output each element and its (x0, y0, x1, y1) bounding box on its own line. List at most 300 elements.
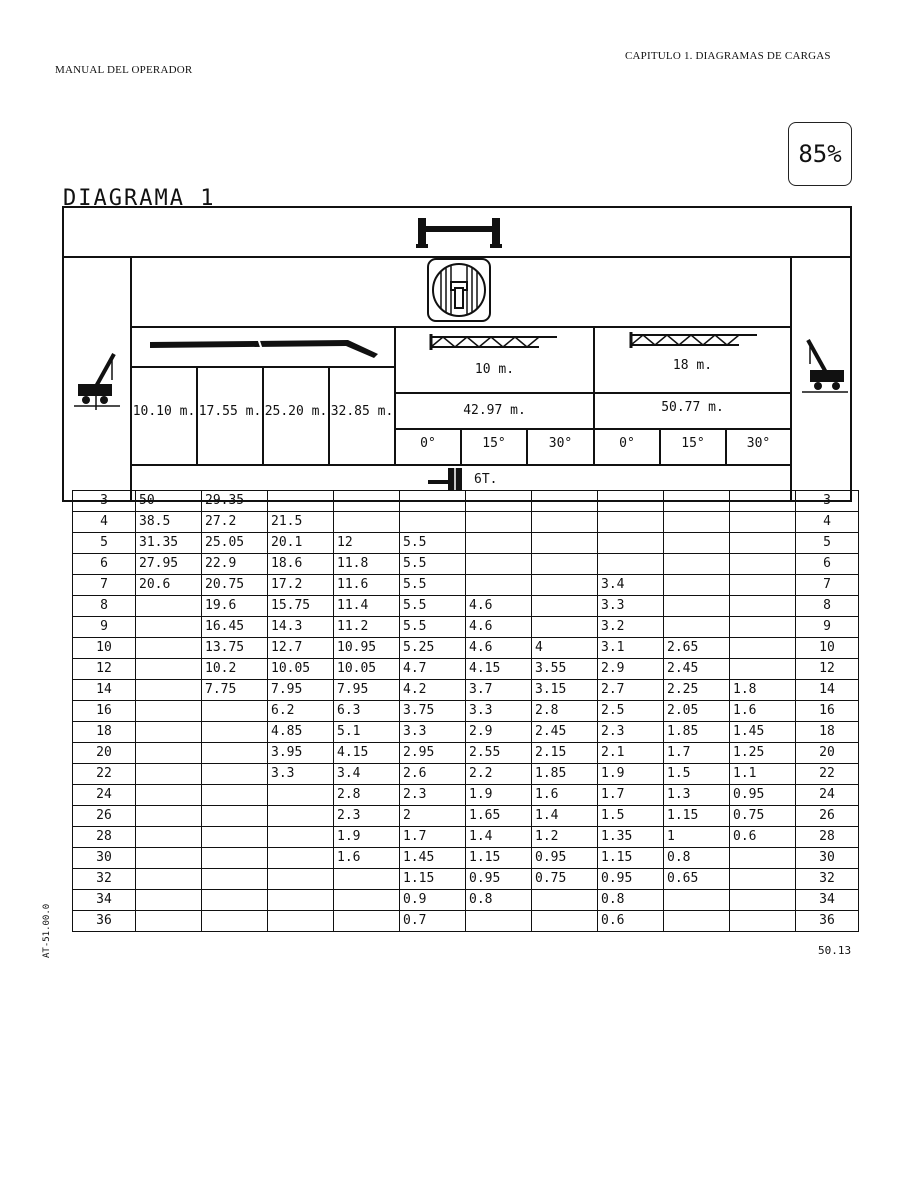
load-cell (136, 701, 202, 722)
load-cell (400, 512, 466, 533)
load-cell: 0.8 (664, 848, 730, 869)
outrigger-icon (416, 216, 502, 248)
load-cell (202, 827, 268, 848)
load-cell: 1.5 (598, 806, 664, 827)
load-cell: 2.1 (598, 743, 664, 764)
angle-jib2-15: 15° (681, 436, 705, 451)
load-cell: 7.95 (268, 680, 334, 701)
load-cell (202, 785, 268, 806)
boom-length-3: 25.20 m. (264, 404, 328, 419)
load-cell (268, 848, 334, 869)
load-cell (664, 911, 730, 932)
radius-right: 18 (796, 722, 859, 743)
load-cell (730, 659, 796, 680)
load-cell: 1.7 (400, 827, 466, 848)
load-cell: 7.75 (202, 680, 268, 701)
load-cell (664, 890, 730, 911)
load-cell: 10.05 (334, 659, 400, 680)
jib-18m-icon (629, 332, 759, 348)
load-cell: 29.35 (202, 491, 268, 512)
radius-left: 30 (73, 848, 136, 869)
radius-left: 16 (73, 701, 136, 722)
load-cell (202, 806, 268, 827)
load-cell: 3.4 (334, 764, 400, 785)
load-cell: 11.2 (334, 617, 400, 638)
load-cell: 1.6 (334, 848, 400, 869)
angle-jib1-15: 15° (482, 436, 506, 451)
load-cell: 0.7 (400, 911, 466, 932)
table-row (73, 911, 859, 932)
radius-right: 26 (796, 806, 859, 827)
load-cell: 1.85 (664, 722, 730, 743)
angle-jib2-30: 30° (746, 436, 771, 451)
load-cell (730, 617, 796, 638)
load-cell: 1.3 (664, 785, 730, 806)
load-cell (664, 617, 730, 638)
jib-18m-total: 50.77 m. (661, 400, 724, 415)
load-cell: 20.1 (268, 533, 334, 554)
radius-right: 16 (796, 701, 859, 722)
load-cell (664, 575, 730, 596)
load-cell (136, 596, 202, 617)
load-cell: 1.7 (598, 785, 664, 806)
load-cell: 18.6 (268, 554, 334, 575)
load-cell: 3.3 (268, 764, 334, 785)
radius-left: 36 (73, 911, 136, 932)
load-cell: 4.85 (268, 722, 334, 743)
table-row (73, 659, 859, 680)
radius-right: 3 (796, 491, 859, 512)
table-row (73, 890, 859, 911)
jib-10m-label: 10 m. (474, 362, 515, 377)
load-cell: 4.6 (466, 617, 532, 638)
load-cell (136, 680, 202, 701)
load-cell: 5.25 (400, 638, 466, 659)
load-cell: 10.05 (268, 659, 334, 680)
load-cell: 2.8 (532, 701, 598, 722)
radius-right: 30 (796, 848, 859, 869)
radius-left: 28 (73, 827, 136, 848)
table-row (73, 764, 859, 785)
load-cell: 1.8 (730, 680, 796, 701)
boom-length-4: 32.85 m. (330, 404, 394, 419)
radius-right: 10 (796, 638, 859, 659)
load-cell (664, 554, 730, 575)
load-cell: 1.65 (466, 806, 532, 827)
load-cell: 2.3 (400, 785, 466, 806)
load-cell (532, 890, 598, 911)
radius-right: 9 (796, 617, 859, 638)
load-cell (730, 512, 796, 533)
load-cell (136, 617, 202, 638)
table-row (73, 491, 859, 512)
chart-header (62, 206, 852, 502)
load-cell: 3.75 (400, 701, 466, 722)
load-cell: 2.65 (664, 638, 730, 659)
load-cell (532, 554, 598, 575)
load-cell (268, 827, 334, 848)
load-cell: 2.55 (466, 743, 532, 764)
load-cell: 1.45 (400, 848, 466, 869)
load-cell: 20.6 (136, 575, 202, 596)
load-cell (136, 764, 202, 785)
load-cell (532, 491, 598, 512)
table-row (73, 848, 859, 869)
load-cell: 2.9 (598, 659, 664, 680)
load-cell: 21.5 (268, 512, 334, 533)
radius-right: 32 (796, 869, 859, 890)
load-cell: 1.15 (400, 869, 466, 890)
load-cell (466, 491, 532, 512)
load-cell (268, 491, 334, 512)
load-cell (664, 512, 730, 533)
radius-left: 14 (73, 680, 136, 701)
jib-18m-label: 18 m. (672, 358, 713, 373)
radius-right: 7 (796, 575, 859, 596)
load-cell: 16.45 (202, 617, 268, 638)
load-cell (136, 743, 202, 764)
radius-right: 5 (796, 533, 859, 554)
load-cell (532, 512, 598, 533)
load-cell: 5.1 (334, 722, 400, 743)
load-cell: 0.95 (532, 848, 598, 869)
radius-left: 22 (73, 764, 136, 785)
counterweight-icon (426, 466, 466, 492)
load-cell: 5.5 (400, 554, 466, 575)
load-cell: 2.45 (532, 722, 598, 743)
page-number: 50.13 (818, 944, 852, 957)
angle-jib2-0: 0° (619, 436, 635, 451)
load-cell: 1.35 (598, 827, 664, 848)
load-cell (730, 911, 796, 932)
radius-right: 22 (796, 764, 859, 785)
load-cell (730, 491, 796, 512)
load-cell (202, 869, 268, 890)
load-cell (202, 764, 268, 785)
load-cell (202, 911, 268, 932)
load-cell: 19.6 (202, 596, 268, 617)
load-cell: 3.1 (598, 638, 664, 659)
load-cell (334, 491, 400, 512)
load-cell: 3.2 (598, 617, 664, 638)
load-cell (730, 638, 796, 659)
table-row (73, 512, 859, 533)
load-cell: 4.6 (466, 638, 532, 659)
radius-left: 7 (73, 575, 136, 596)
angle-jib1-30: 30° (548, 436, 573, 451)
load-cell: 1.2 (532, 827, 598, 848)
load-cell (268, 869, 334, 890)
diagram-title: DIAGRAMA 1 (63, 186, 216, 211)
radius-left: 34 (73, 890, 136, 911)
load-cell: 2.05 (664, 701, 730, 722)
load-cell (466, 575, 532, 596)
radius-right: 4 (796, 512, 859, 533)
load-cell (202, 848, 268, 869)
load-cell (136, 827, 202, 848)
load-cell: 0.8 (598, 890, 664, 911)
load-cell: 0.6 (598, 911, 664, 932)
jib-10m-icon (429, 334, 559, 350)
chapter-header: CAPITULO 1. DIAGRAMAS DE CARGAS (625, 50, 831, 62)
load-cell (400, 491, 466, 512)
load-cell: 38.5 (136, 512, 202, 533)
load-cell: 0.6 (730, 827, 796, 848)
load-cell: 4 (532, 638, 598, 659)
load-cell (466, 554, 532, 575)
load-cell: 14.3 (268, 617, 334, 638)
load-cell (730, 869, 796, 890)
load-cell: 3.15 (532, 680, 598, 701)
load-cell: 3.4 (598, 575, 664, 596)
load-cell: 50 (136, 491, 202, 512)
load-cell (598, 512, 664, 533)
load-cell: 0.9 (400, 890, 466, 911)
load-cell: 2.45 (664, 659, 730, 680)
load-cell: 0.65 (664, 869, 730, 890)
load-cell: 2.6 (400, 764, 466, 785)
load-cell: 6.2 (268, 701, 334, 722)
load-cell: 1.4 (532, 806, 598, 827)
radius-right: 36 (796, 911, 859, 932)
load-cell: 5.5 (400, 533, 466, 554)
load-cell (730, 554, 796, 575)
load-cell (664, 533, 730, 554)
load-cell: 27.2 (202, 512, 268, 533)
load-cell: 10.95 (334, 638, 400, 659)
load-cell: 2.95 (400, 743, 466, 764)
load-cell: 20.75 (202, 575, 268, 596)
load-cell (136, 806, 202, 827)
table-row (73, 722, 859, 743)
load-cell: 2.5 (598, 701, 664, 722)
load-cell: 2.3 (598, 722, 664, 743)
load-cell (268, 911, 334, 932)
load-cell: 1.9 (334, 827, 400, 848)
load-cell: 1.4 (466, 827, 532, 848)
load-cell (136, 638, 202, 659)
load-cell: 12 (334, 533, 400, 554)
table-row (73, 743, 859, 764)
radius-right: 24 (796, 785, 859, 806)
load-cell (730, 575, 796, 596)
load-cell: 4.15 (466, 659, 532, 680)
manual-header: MANUAL DEL OPERADOR (55, 64, 193, 76)
radius-left: 26 (73, 806, 136, 827)
load-cell: 1.5 (664, 764, 730, 785)
load-cell (466, 533, 532, 554)
load-cell (664, 491, 730, 512)
load-cell (268, 806, 334, 827)
load-cell: 1.85 (532, 764, 598, 785)
load-cell: 1.1 (730, 764, 796, 785)
load-cell (202, 890, 268, 911)
load-cell (730, 890, 796, 911)
angle-jib1-0: 0° (420, 436, 436, 451)
load-cell (466, 911, 532, 932)
percentage-badge: 85% (788, 122, 852, 186)
load-table (72, 490, 859, 932)
radius-left: 9 (73, 617, 136, 638)
load-cell: 1.6 (730, 701, 796, 722)
load-cell: 25.05 (202, 533, 268, 554)
table-row (73, 575, 859, 596)
load-cell: 1.6 (532, 785, 598, 806)
table-row (73, 533, 859, 554)
load-cell: 1.25 (730, 743, 796, 764)
load-cell: 22.9 (202, 554, 268, 575)
load-cell: 11.6 (334, 575, 400, 596)
load-cell (202, 701, 268, 722)
load-cell (598, 491, 664, 512)
load-cell (334, 890, 400, 911)
load-cell: 4.7 (400, 659, 466, 680)
load-cell (466, 512, 532, 533)
load-cell: 0.8 (466, 890, 532, 911)
load-cell: 5.5 (400, 617, 466, 638)
load-cell (268, 785, 334, 806)
load-cell (730, 533, 796, 554)
load-cell: 5.5 (400, 575, 466, 596)
counterweight-value: 6T. (474, 472, 498, 487)
table-row (73, 806, 859, 827)
load-cell: 3.55 (532, 659, 598, 680)
load-cell (532, 575, 598, 596)
radius-left: 24 (73, 785, 136, 806)
load-cell: 1.7 (664, 743, 730, 764)
load-cell (532, 911, 598, 932)
boom-length-1: 10.10 m. (132, 404, 196, 419)
load-cell (730, 596, 796, 617)
load-cell: 1 (664, 827, 730, 848)
load-cell (598, 533, 664, 554)
load-cell (664, 596, 730, 617)
radius-left: 12 (73, 659, 136, 680)
load-cell: 27.95 (136, 554, 202, 575)
load-cell (202, 722, 268, 743)
table-row (73, 596, 859, 617)
load-cell: 13.75 (202, 638, 268, 659)
load-cell: 3.3 (598, 596, 664, 617)
radius-right: 12 (796, 659, 859, 680)
radius-left: 3 (73, 491, 136, 512)
load-cell: 4.2 (400, 680, 466, 701)
load-cell: 2 (400, 806, 466, 827)
radius-left: 18 (73, 722, 136, 743)
load-cell: 31.35 (136, 533, 202, 554)
radius-right: 6 (796, 554, 859, 575)
load-cell: 1.15 (466, 848, 532, 869)
radius-left: 6 (73, 554, 136, 575)
load-cell: 1.9 (598, 764, 664, 785)
load-cell: 4.15 (334, 743, 400, 764)
load-cell: 5.5 (400, 596, 466, 617)
load-cell: 6.3 (334, 701, 400, 722)
load-cell: 3.95 (268, 743, 334, 764)
load-cell: 3.3 (400, 722, 466, 743)
load-cell (136, 848, 202, 869)
radius-right: 20 (796, 743, 859, 764)
load-cell: 17.2 (268, 575, 334, 596)
load-cell: 1.9 (466, 785, 532, 806)
load-cell (532, 617, 598, 638)
load-cell: 2.8 (334, 785, 400, 806)
load-cell (730, 848, 796, 869)
load-cell: 0.95 (730, 785, 796, 806)
load-cell (136, 722, 202, 743)
radius-right: 8 (796, 596, 859, 617)
table-row (73, 785, 859, 806)
load-cell (532, 596, 598, 617)
load-cell: 0.75 (730, 806, 796, 827)
load-cell: 0.95 (598, 869, 664, 890)
load-cell: 11.4 (334, 596, 400, 617)
radius-left: 5 (73, 533, 136, 554)
load-cell: 2.7 (598, 680, 664, 701)
crane-right-icon (798, 336, 848, 396)
load-cell: 0.95 (466, 869, 532, 890)
load-cell (334, 911, 400, 932)
table-row (73, 554, 859, 575)
load-cell: 7.95 (334, 680, 400, 701)
table-row (73, 680, 859, 701)
table-row (73, 617, 859, 638)
load-cell: 2.3 (334, 806, 400, 827)
radius-right: 14 (796, 680, 859, 701)
load-cell: 10.2 (202, 659, 268, 680)
table-row (73, 869, 859, 890)
load-cell: 3.7 (466, 680, 532, 701)
load-cell: 12.7 (268, 638, 334, 659)
radius-left: 4 (73, 512, 136, 533)
telescopic-boom-icon (148, 332, 378, 360)
radius-left: 20 (73, 743, 136, 764)
radius-left: 32 (73, 869, 136, 890)
load-cell: 3.3 (466, 701, 532, 722)
load-cell (532, 533, 598, 554)
radius-left: 8 (73, 596, 136, 617)
radius-right: 34 (796, 890, 859, 911)
load-cell: 15.75 (268, 596, 334, 617)
radius-left: 10 (73, 638, 136, 659)
load-cell: 1.15 (664, 806, 730, 827)
table-row (73, 827, 859, 848)
load-cell (334, 869, 400, 890)
load-cell: 0.75 (532, 869, 598, 890)
load-cell: 4.6 (466, 596, 532, 617)
boom-length-2: 17.55 m. (198, 404, 262, 419)
table-row (73, 638, 859, 659)
load-cell (136, 890, 202, 911)
load-cell: 1.45 (730, 722, 796, 743)
crane-left-icon (74, 350, 124, 410)
load-cell (202, 743, 268, 764)
load-cell: 2.2 (466, 764, 532, 785)
load-cell: 2.15 (532, 743, 598, 764)
radius-right: 28 (796, 827, 859, 848)
load-cell (136, 659, 202, 680)
load-cell (268, 890, 334, 911)
load-cell: 2.25 (664, 680, 730, 701)
load-cell (136, 785, 202, 806)
load-cell (598, 554, 664, 575)
table-row (73, 701, 859, 722)
load-cell (334, 512, 400, 533)
load-cell: 1.15 (598, 848, 664, 869)
load-cell (136, 869, 202, 890)
load-cell: 2.9 (466, 722, 532, 743)
slewing-ring-icon (427, 258, 491, 322)
